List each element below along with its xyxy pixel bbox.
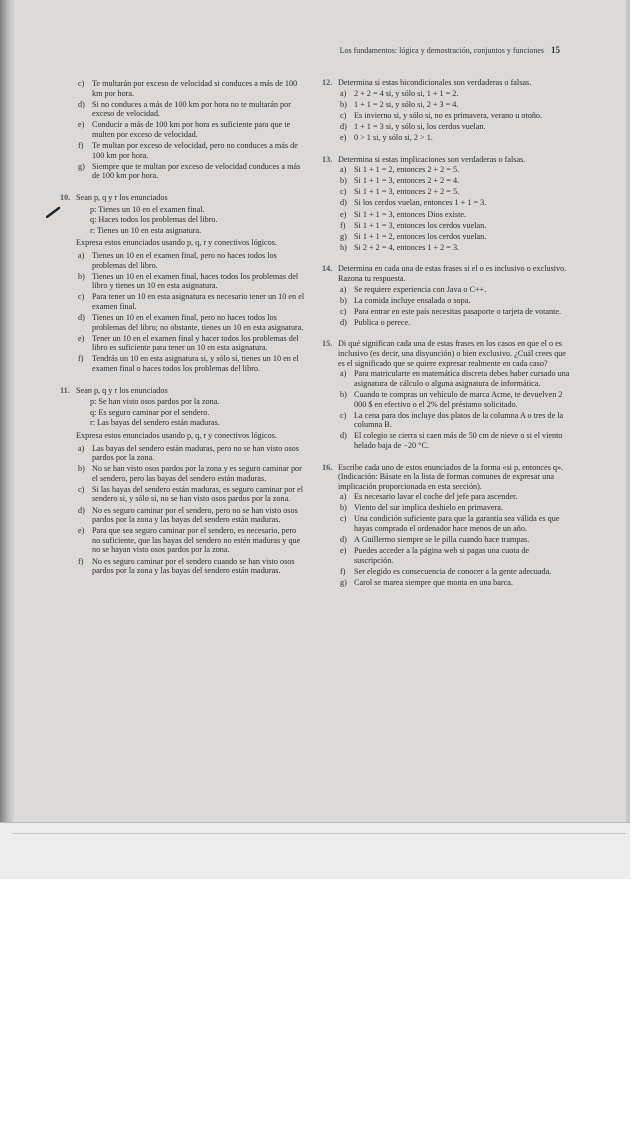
item-text: Siempre que te multan por exceso de velocidad conduces a más de 100 km por hora. [92,161,301,181]
item-text: El colegio se cierra si caen más de 50 cm de nieve o si el viento helado baja de −20 °C. [354,431,563,450]
list-item [322,285,570,295]
list-item [60,485,305,504]
item-text: Te multarán por exceso de velocidad si conduces a más de 100 km por hora. [92,79,298,98]
list-item [322,243,570,253]
exercise-10 [60,193,305,374]
definition-r: r: Las bayas del sendero están maduras. [90,418,220,428]
item-letter: d) [340,198,347,208]
definition-q: q: Es seguro caminar por el sendero. [90,407,210,417]
exercise-heading [60,193,305,203]
item-text: Para tener un 10 en esta asignatura es necesario tener un 10 en el examen final. [92,292,305,311]
item-letter: d) [340,535,347,545]
item-letter: a) [78,443,85,453]
list-item [322,307,570,317]
list-item [322,221,570,231]
page-number: 15 [551,45,560,55]
item-letter: d) [340,431,347,441]
item-text: Si 1 + 1 = 3, entonces Dios existe. [354,209,467,219]
statement-definitions [60,397,305,428]
list-item [322,503,570,513]
item-list [322,89,570,143]
exercise-heading [322,155,570,165]
item-text: Si 1 + 1 = 3, entonces 2 + 2 = 4. [354,176,460,186]
item-text: Carol se marea siempre que monta en una barca. [354,578,513,588]
definition-q: q: Haces todos los problemas del libro. [90,215,218,225]
exercise-heading [60,386,305,396]
right-column [322,78,570,600]
exercise-15 [322,339,570,450]
item-text: Si los cerdos vuelan, entonces 1 + 1 = 3. [354,198,487,208]
list-item [322,89,570,99]
item-text: Conducir a más de 100 km por hora es suficiente para que te multen por exceso de velocidad. [92,120,291,139]
exercise-number: 13. [322,154,333,164]
list-item [322,198,570,208]
list-item [60,272,305,291]
list-item [322,232,570,242]
item-text: No es seguro caminar por el sendero, pero no se han visto osos pardos por la zona y las bayas del sendero están maduras. [92,505,298,525]
item-text: La comida incluye ensalada o sopa. [354,295,471,305]
exercise-heading [322,264,570,283]
item-text: Si 1 + 1 = 2, entonces los cerdos vuelan. [354,231,487,241]
list-item [322,296,570,306]
item-letter: b) [78,464,85,474]
list-item [322,210,570,220]
list-item [60,141,305,160]
item-letter: c) [340,187,347,197]
item-text: 1 + 1 = 3 si, y sólo si, los cerdos vuelan. [354,121,486,131]
list-item [60,162,305,181]
list-item [322,318,570,328]
item-text: Ser elegido es consecuencia de conocer a la gente adecuada. [354,566,552,576]
item-letter: c) [340,110,347,120]
item-letter: c) [78,292,85,302]
exercise-14 [322,264,570,327]
item-letter: d) [78,505,85,515]
list-item [322,567,570,577]
item-list [322,369,570,450]
item-text: Una condición suficiente para que la garantía sea válida es que hayas comprado el ordenador hace menos de un año. [354,514,560,534]
item-text: Viento del sur implica deshielo en primavera. [354,503,503,513]
item-letter: f) [78,141,84,151]
exercise-title: Escribe cada uno de estos enunciados de la forma «si p, entonces q». (Indicación: Básate en la lista de formas comunes de expresar una implicación proporcionada en esta sección). [338,462,564,491]
list-item [60,313,305,332]
item-text: Tienes un 10 en el examen final, pero no haces todos los problemas del libro; no obstante, tienes un 10 en esta asignatura. [92,312,304,332]
item-text: Cuando te compras un vehículo de marca Acme, te devuelven 2 000 $ en efectivo o el 2% del préstamo solicitado. [354,389,563,409]
list-item [60,464,305,483]
list-item [322,546,570,565]
item-letter: c) [340,410,347,420]
exercise-9-continued [60,79,305,181]
scanner-paper-strip [0,822,630,879]
item-letter: d) [78,99,85,109]
exercise-title: Determina si estas bicondicionales son verdaderas o falsas. [338,78,532,87]
list-item [322,431,570,450]
item-letter: b) [78,271,85,281]
running-head-title: Los fundamentos: lógica y demostración, conjuntos y funciones [339,46,544,55]
item-letter: f) [78,556,84,566]
item-text: Si no conduces a más de 100 km por hora no te multarán por exceso de velocidad. [92,99,291,119]
item-letter: e) [340,209,347,219]
item-text: Si 1 + 1 = 3, entonces 2 + 2 = 5. [354,187,460,197]
item-list [322,492,570,587]
exercise-number: 12. [322,78,333,87]
item-letter: a) [340,284,347,294]
list-item [60,100,305,119]
item-list [322,165,570,252]
list-item [322,187,570,197]
item-text: Tienes un 10 en el examen final, haces todos los problemas del libro y tienes un 10 en esta asignatura. [92,271,299,291]
list-item [322,514,570,533]
item-letter: a) [340,492,347,502]
item-text: Tienes un 10 en el examen final, pero no haces todos los problemas del libro. [92,250,277,270]
exercise-title: Determina en cada una de estas frases si el o es inclusivo o exclusivo. Razona tu respuesta. [338,264,567,283]
item-text: Si 2 + 2 = 4, entonces 1 + 2 = 3. [354,242,460,252]
item-letter: f) [78,354,84,364]
item-text: 1 + 1 = 2 si, y sólo si, 2 + 3 = 4. [354,99,459,109]
list-item [60,292,305,311]
item-letter: d) [340,317,347,327]
list-item [60,506,305,525]
list-item [322,492,570,502]
list-item [60,334,305,353]
item-list [322,285,570,328]
item-letter: b) [340,99,347,109]
item-letter: g) [340,231,347,241]
item-text: Para que sea seguro caminar por el sendero, es necesario, pero no suficiente, que las bayas del sendero no estén maduras y que no se hayan visto osos pardos por la zona. [92,526,301,555]
list-item [322,111,570,121]
exercise-11 [60,386,305,576]
item-letter: g) [78,161,85,171]
statement-definitions [60,205,305,236]
item-letter: c) [340,306,347,316]
item-text: Publica o perece. [354,317,411,327]
item-text: No es seguro caminar por el sendero cuando se han visto osos pardos por la zona y las bayas del sendero están maduras. [92,556,295,576]
item-text: Es invierno si, y sólo si, no es primavera, verano u otoño. [354,110,543,120]
item-letter: e) [78,333,85,343]
item-letter: f) [340,220,346,230]
item-letter: a) [340,88,347,98]
list-item [60,526,305,555]
running-head [340,45,560,55]
exercise-number: 16. [322,462,333,472]
item-text: Puedes acceder a la página web si pagas una cuota de suscripción. [354,546,530,565]
list-item [60,444,305,463]
list-item [322,578,570,588]
list-item [60,557,305,576]
item-letter: a) [340,369,347,379]
item-text: Te multan por exceso de velocidad, pero no conduces a más de 100 km por hora. [92,141,298,160]
item-text: Tendrás un 10 en esta asignatura si, y sólo si, tienes un 10 en el examen final o haces todos los problemas del libro. [92,354,299,373]
exercise-title: Di qué significan cada una de estas frases en los casos en que el o es inclusivo (es decir, una disyunción) o bien exclusivo. ¿Cuál crees que es el significado que se quiere expresar realmente en cada caso? [338,339,566,368]
list-item [60,120,305,139]
item-letter: b) [340,295,347,305]
item-letter: a) [340,165,347,175]
item-letter: a) [78,250,85,260]
exercise-heading [322,463,570,492]
exercise-heading [322,339,570,368]
list-item [322,369,570,388]
item-letter: b) [340,389,347,399]
exercise-number: 10. [60,192,71,202]
item-letter: d) [340,121,347,131]
exercise-number: 14. [322,264,333,274]
item-letter: d) [78,312,85,322]
exercise-12 [322,78,570,143]
item-text: La cena para dos incluye dos platos de la columna A o tres de la columna B. [354,410,564,430]
item-letter: f) [340,566,346,576]
list-item [322,535,570,545]
exercise-instruction: Expresa estos enunciados usando p, q, r y conectivos lógicos. [76,430,278,440]
scan-shadow-edge [0,0,14,822]
list-item [322,165,570,175]
item-text: Las bayas del sendero están maduras, pero no se han visto osos pardos por la zona. [92,443,299,463]
item-text: Si 1 + 1 = 2, entonces 2 + 2 = 5. [354,165,460,175]
exercise-title: Sean p, q y r los enunciados [76,385,168,395]
scan-right-edge [626,0,630,822]
item-letter: b) [340,503,347,513]
item-letter: e) [340,546,347,556]
list-item [322,411,570,430]
item-text: Tener un 10 en el examen final y hacer todos los problemas del libro es suficiente para tener un 10 en esta asignatura. [92,333,299,353]
list-item [60,251,305,270]
item-text: 0 > 1 si, y sólo si, 2 > 1. [354,132,433,142]
exercise-heading [322,78,570,88]
list-item [60,354,305,373]
list-item [322,100,570,110]
item-letter: e) [78,120,85,130]
list-item [322,390,570,409]
item-text: 2 + 2 = 4 si, y sólo si, 1 + 1 = 2. [354,88,459,98]
list-item [322,122,570,132]
definition-p: p: Se han visto osos pardos por la zona. [90,397,220,407]
list-item [60,79,305,98]
item-letter: c) [78,484,85,494]
item-text: Para entrar en este país necesitas pasaporte o tarjeta de votante. [354,306,562,316]
item-letter: c) [340,514,347,524]
definition-p: p: Tienes un 10 en el examen final. [90,204,205,214]
exercise-title: Sean p, q y r los enunciados [76,192,168,202]
item-text: No se han visto osos pardos por la zona y es seguro caminar por el sendero, pero las bayas del sendero están maduras. [92,464,302,483]
exercise-number: 15. [322,339,333,349]
item-letter: g) [340,578,347,588]
exercise-title: Determina si estas implicaciones son verdaderas o falsas. [338,154,526,164]
exercise-instruction: Expresa estos enunciados usando p, q, r y conectivos lógicos. [76,238,278,248]
list-item [322,133,570,143]
item-letter: c) [78,79,85,88]
item-letter: b) [340,176,347,186]
item-text: Si 1 + 1 = 3, entonces los cerdos vuelan. [354,220,487,230]
exercise-13 [322,155,570,253]
item-letter: e) [78,526,85,536]
item-text: A Guillermo siempre se le pilla cuando hace trampas. [354,535,530,545]
item-text: Se requiere experiencia con Java o C++. [354,284,487,294]
exercise-16 [322,463,570,588]
exercise-number: 11. [60,385,70,395]
item-text: Es necesario lavar el coche del jefe para ascender. [354,492,518,502]
list-item [322,176,570,186]
item-text: Para matricularte en matemática discreta debes haber cursado una asignatura de cálculo o alguna asignatura de informática. [354,369,570,388]
left-column [60,78,305,588]
item-letter: h) [340,242,347,252]
item-text: Si las bayas del sendero están maduras, es seguro caminar por el sendero si, y sólo si, no se han visto osos pardos por la zona. [92,484,303,504]
definition-r: r: Tienes un 10 en esta asignatura. [90,225,202,235]
item-letter: e) [340,132,347,142]
